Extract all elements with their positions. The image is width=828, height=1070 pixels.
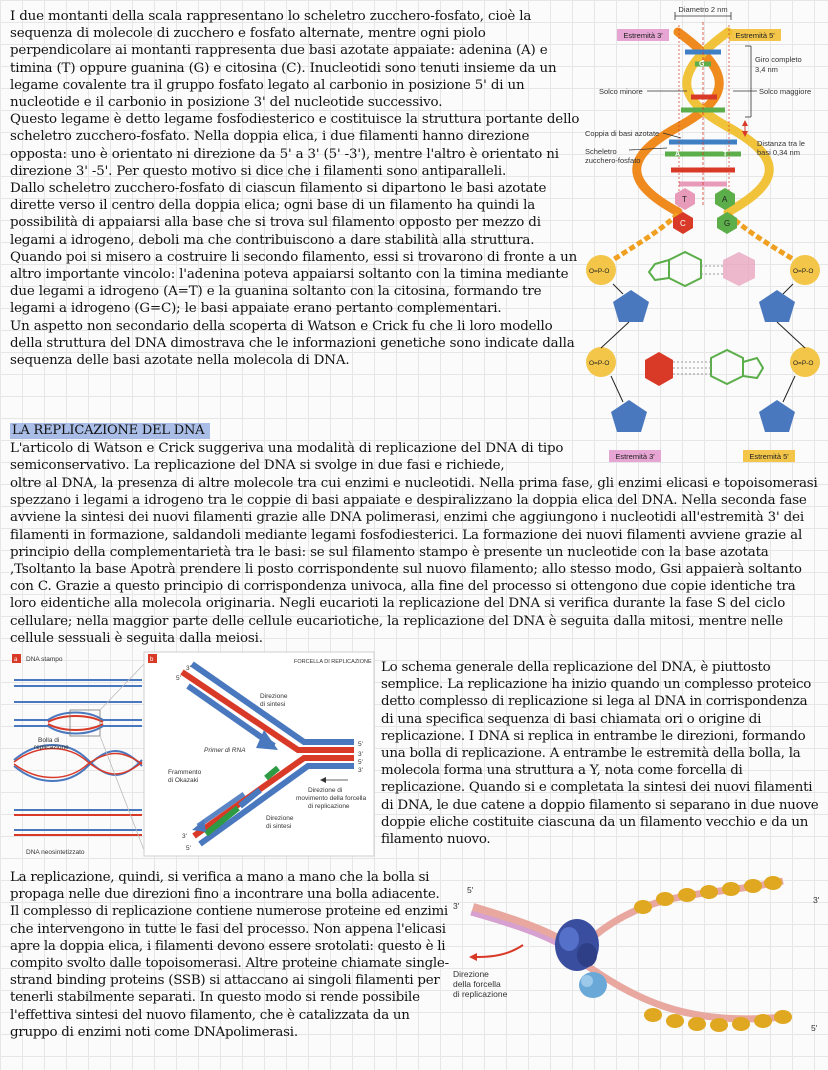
phosphate-2: O=P-O <box>793 268 814 275</box>
fork-end-5-right: 5' <box>358 741 363 748</box>
synthesis-dir-bottom-2: di sintesi <box>266 823 292 830</box>
funnel-base-a: A <box>722 195 728 204</box>
fork-detail-panel <box>144 652 374 856</box>
fork-end-3-bottom: 3' <box>182 833 187 840</box>
replication-bubbles-diagram <box>14 664 144 850</box>
turn-length: 3,4 nm <box>755 65 778 74</box>
funnel-base-t: T <box>682 195 687 204</box>
bubble-label-2: replicazione <box>34 744 69 751</box>
dna-structure-figure <box>583 2 823 467</box>
major-groove-label: Solco maggiore <box>759 87 812 96</box>
helix-base-a: A <box>675 151 681 158</box>
ssb-end-3-right: 3' <box>813 895 820 905</box>
topoisomerase-enzyme <box>579 972 607 998</box>
ssb-helicase-figure <box>453 867 823 1063</box>
base-pair-label: Coppia di basi azotate <box>585 129 660 138</box>
funnel-base-g: G <box>724 219 731 228</box>
base-distance-label-1: Distanza tra le <box>757 139 805 148</box>
synthesis-dir-bottom-1: Direzione <box>266 815 294 822</box>
backbone-label-1: Scheletro <box>585 147 617 156</box>
intro-paragraph: I due montanti della scala rappresentano lo scheletro zucchero-fosfato, cioè la sequenza di molecole di zucchero e fosfato alternate, mentre ogni piolo perpendicolare ai montanti rappresenta due basi azotate appaiate: adenina (A) e timina (T) oppure guanina (G) e citosina (C). Inucleotidi sono tenuti insieme da un legame covalente tra il gruppo fosfato legato al carbonio in posizione 5' di un nucleotide e il carbonio in posizione 3' del nucleotide successivo. Questo legame è detto legame fosfodiesterico e costituisce la struttura portante dello scheletro zucchero-fosfato. Nella doppia elica, i due filamenti hanno direzione opposta: uno è orientato ni direzione da 5' a 3' (5' -3'), mentre l'altro è orientato ni direzione 3' -5'. Per questo motivo si dice che i filamenti sono antiparalleli. Dallo scheletro zucchero-fosfato di ciascun filamento si dipartono le basi azotate dirette verso il centro della doppia elica; ogni base di un filamento ha quindi la possibilità di appaiarsi alla base che si trova sul filamento opposto per mezzo di legami a idrogeno, deboli ma che contribuiscono a dare stabilità alla struttura. Quando poi si misero a costruire li secondo filamento, essi si trovarono di fronte a un altro importante vincolo: l'adenina poteva appaiarsi soltanto con la timina mediante due legami a idrogeno (A=T) e la guanina soltanto con la citosina, formando tre legami a idrogeno (G=C); le basi appaiate erano pertanto complementari. Un aspetto non secondario della scoperta di Watson e Crick fu che li loro modello della struttura del DNA dimostrava che le informazioni genetiche sono indicate dalla sequenza delle basi azotate nella molecola di DNA. <box>10 9 580 369</box>
base-distance-label-2: basi 0,34 nm <box>757 148 800 157</box>
end3-bottom-label: Estremità 3' <box>615 452 655 461</box>
synthesis-dir-top-1: Direzione <box>260 693 288 700</box>
minor-groove-label: Solco minore <box>599 87 643 96</box>
backbone-label-2: zucchero-fosfato <box>585 156 641 165</box>
replication-paragraph: oltre al DNA, la presenza di altre molecole tra cui enzimi e nucleotidi. Nella prima fase, gli enzimi elicasi e topoisomerasi spezzano i legami a idrogeno tra le coppie di basi appaiate e despiralizzano la doppia elica del DNA. Nella seconda fase avviene la sintesi dei nuovi filamenti grazie alle DNA polimerasi, enzimi che aggiungono i nucleotidi all'estremità 3' dei filamenti in formazione, saldandoli mediante legami fosfodiesterici. La formazione dei nuovi filamenti avviene grazie al principio della complementarietà tra le basi: se sul filamento stampo è presente un nucleotide con la base azotata ,Tsoltanto la base Apotrà prendere li posto corrispondente sul nuovo filamento; allo stesso modo, Gsi appaierà soltanto con C. Grazie a questo principio di corrispondenza univoca, alla fine del processo si ottengono due copie identiche tra loro eidentiche alla molecola originaria. Negli eucarioti la replicazione del DNA si verifica durante la fase S del ciclo cellulare; nella maggior parte delle cellule eucariotiche, la replicazione del DNA è seguita dalla mitosi, mentre nelle cellule sessuali è seguita dalla meiosi. <box>10 476 818 646</box>
panel-b-letter: b <box>150 657 154 663</box>
fork-end-3-right-2: 3' <box>358 767 363 774</box>
fork-direction-label-3: di replicazione <box>453 989 508 999</box>
turn-label: Giro completo <box>755 55 802 64</box>
dna-strands <box>471 881 783 1019</box>
phosphate-4: O=P-O <box>793 360 814 367</box>
replication-proteins-paragraph: La replicazione, quindi, si verifica a mano a mano che la bolla si propaga nelle due direzioni fino a incontrare una bolla adiacente. Il complesso di replicazione contiene numerose proteine ed enzimi che intervengono in tutte le fasi del processo. Non appena l'elicasi apre la doppia elica, i filamenti devono essere srotolati: questo è li compito svolto dalle topoisomerasi. Altre proteine chiamate single-strand binding proteins (SSB) si attaccano ai singoli filamenti per tenerli stabilmente separati. In questo modo si rende possibile l'effettiva sintesi del nuovo filamento, che è catalizzata da un gruppo di enzimi noti come DNApolimerasi. <box>10 870 449 1040</box>
fork-title: FORCELLA DI REPLICAZIONE <box>294 659 372 665</box>
fork-movement-label-2: movimento della forcella <box>296 795 367 802</box>
section-heading: LA REPLICAZIONE DEL DNA <box>10 423 210 439</box>
fork-direction-label-1: Direzione <box>453 969 489 979</box>
synthesis-dir-top-2: di sintesi <box>260 701 286 708</box>
fork-end-5-right-2: 5' <box>358 759 363 766</box>
rna-primer-label: Primer di RNA <box>204 747 246 754</box>
ssb-proteins <box>634 876 792 1032</box>
panel-a-letter: a <box>14 657 18 663</box>
template-dna-label: DNA stampo <box>26 656 63 663</box>
fork-end-3-top: 3' <box>186 665 191 672</box>
helicase-enzyme <box>555 919 599 971</box>
fork-end-5-top: 5' <box>176 675 181 682</box>
okazaki-label-1: Frammento <box>168 769 202 776</box>
new-dna-label: DNA neosintetizzato <box>26 849 85 856</box>
end5-bottom-label: Estremità 5' <box>749 452 789 461</box>
fork-direction-label-2: della forcella <box>453 979 501 989</box>
fork-end-5-bottom: 5' <box>186 845 191 852</box>
ssb-end-3-left: 3' <box>453 901 460 911</box>
bubble-label-1: Bolla di <box>38 737 60 744</box>
ssb-end-5-right: 5' <box>811 1023 818 1033</box>
fork-movement-label-1: Direzione di <box>308 787 343 794</box>
replication-paragraph-start: L'articolo di Watson e Crick suggeriva una modalità di replicazione del DNA di tipo semiconservativo. La replicazione del DNA si svolge in due fasi e richiede, <box>10 441 564 474</box>
phosphate-1: O=P-O <box>589 268 610 275</box>
replication-scheme-paragraph: Lo schema generale della replicazione del DNA, è piuttosto semplice. La replicazione ha inizio quando un complesso proteico detto complesso di replicazione si lega al DNA in corrispondenza di una specifica sequenza di basi chiamata ori o origine di replicazione. I DNA si replica in entrambe le direzioni, formando una bolla di replicazione. A entrambe le estremità della bolla, la molecola forma una struttura a Y, nota come forcella di replicazione. Quando si e completata la sintesi dei nuovi filamenti di DNA, le due catene a doppio filamento si separano in due nuove doppie eliche costituite ciascuna da un filamento vecchio e da un filamento nuovo. <box>381 660 819 848</box>
end5-top-label: Estremità 5' <box>735 31 775 40</box>
fork-movement-label-3: di replicazione <box>308 803 350 810</box>
diameter-label: Diametro 2 nm <box>678 5 728 14</box>
helix-base-g: G <box>699 61 705 68</box>
phosphate-3: O=P-O <box>589 360 610 367</box>
helix-base-t: T <box>723 151 728 158</box>
fork-end-3-right: 3' <box>358 751 363 758</box>
replication-fork-figure <box>8 650 376 858</box>
ssb-end-5-left: 5' <box>467 885 474 895</box>
okazaki-label-2: di Okazaki <box>168 777 199 784</box>
end3-top-label: Estremità 3' <box>623 31 663 40</box>
chemical-structures <box>586 252 820 432</box>
funnel-base-c: C <box>680 219 686 228</box>
